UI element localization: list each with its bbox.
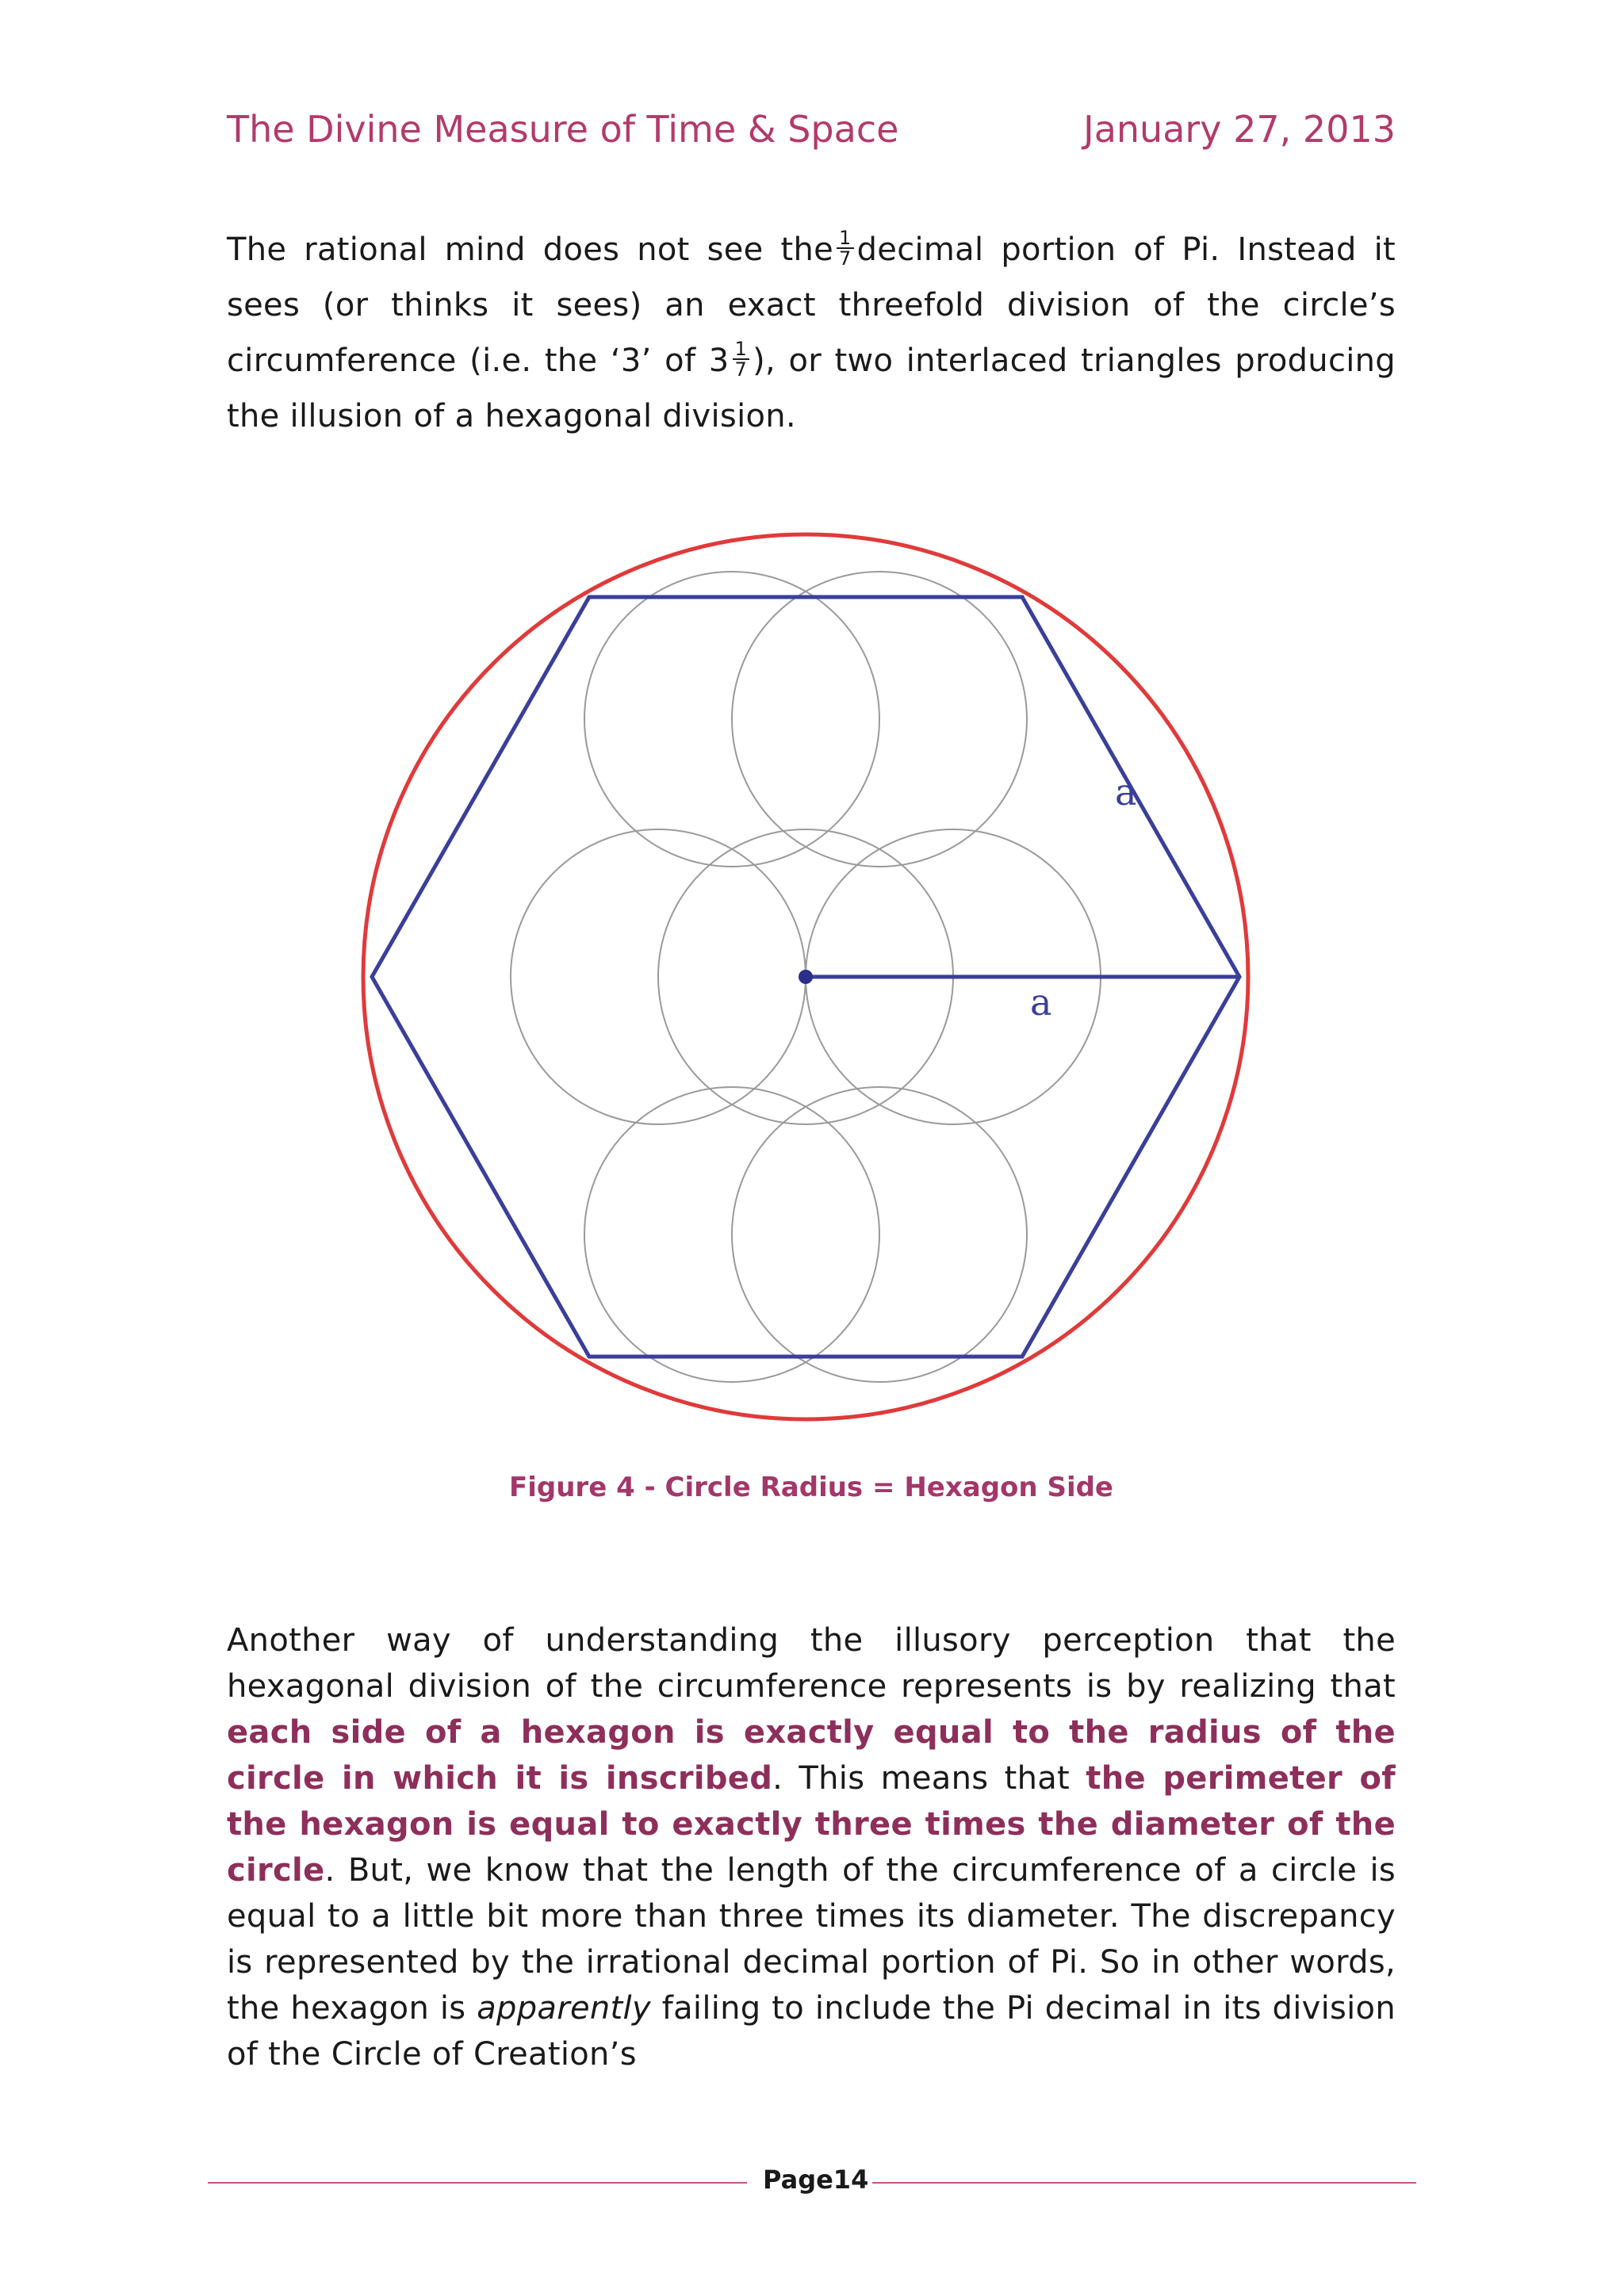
text-span: Another way of understanding the illusory perception that the hexagonal division of the circumference represents is by realizing that (227, 1622, 1396, 1705)
footer-divider-right (872, 2182, 1416, 2184)
fraction-numerator: 1 (837, 228, 854, 249)
body-paragraph (227, 1617, 1396, 2077)
text-span: failing to include the Pi decimal in its division of the Circle of Creation’s (227, 1990, 1396, 2073)
footer-divider-left (208, 2182, 747, 2184)
text-span: ), or two interlaced triangles producing the illusion of a hexagonal division. (227, 343, 1396, 434)
text-span: . This means that (772, 1760, 1086, 1797)
emphasis-text: apparently (477, 1990, 651, 2027)
fraction (733, 339, 750, 379)
highlighted-text: the perimeter of the hexagon is equal to exactly three times the diameter of the circle (227, 1760, 1396, 1889)
fraction-denominator: 7 (839, 247, 852, 270)
hexagon-diagram (227, 476, 1396, 1451)
document-title: The Divine Measure of Time & Space (227, 108, 899, 151)
fraction-numerator: 1 (733, 339, 750, 360)
fraction-denominator: 7 (734, 358, 748, 381)
text-span: . But, we know that the length of the circumference of a circle is equal to a little bit more than three times its diameter. The discrepancy is represented by the irrational decimal portion of Pi. So in other words, the hexagon is (227, 1852, 1396, 2027)
fraction (837, 228, 854, 268)
center-point (799, 970, 813, 984)
side-label: a (1115, 771, 1137, 813)
text-span: decimal portion of Pi. Instead it sees (or thinks it sees) an exact threefold division of the circle’s circumference (i.e. the ‘3’ of 3 (227, 232, 1396, 379)
highlighted-text: each side of a hexagon is exactly equal to the radius of the circle in which it is inscribed (227, 1714, 1396, 1797)
intro-paragraph (227, 222, 1396, 444)
figure-caption: Figure 4 - Circle Radius = Hexagon Side (509, 1472, 1113, 1503)
page-footer (208, 2161, 1416, 2201)
page-number: Page14 (763, 2165, 869, 2195)
radius-label: a (1030, 981, 1052, 1024)
document-date: January 27, 2013 (1083, 108, 1396, 151)
page-header (227, 108, 1396, 155)
hexagon-figure (227, 476, 1396, 1570)
text-span: The rational mind does not see the (227, 232, 834, 268)
